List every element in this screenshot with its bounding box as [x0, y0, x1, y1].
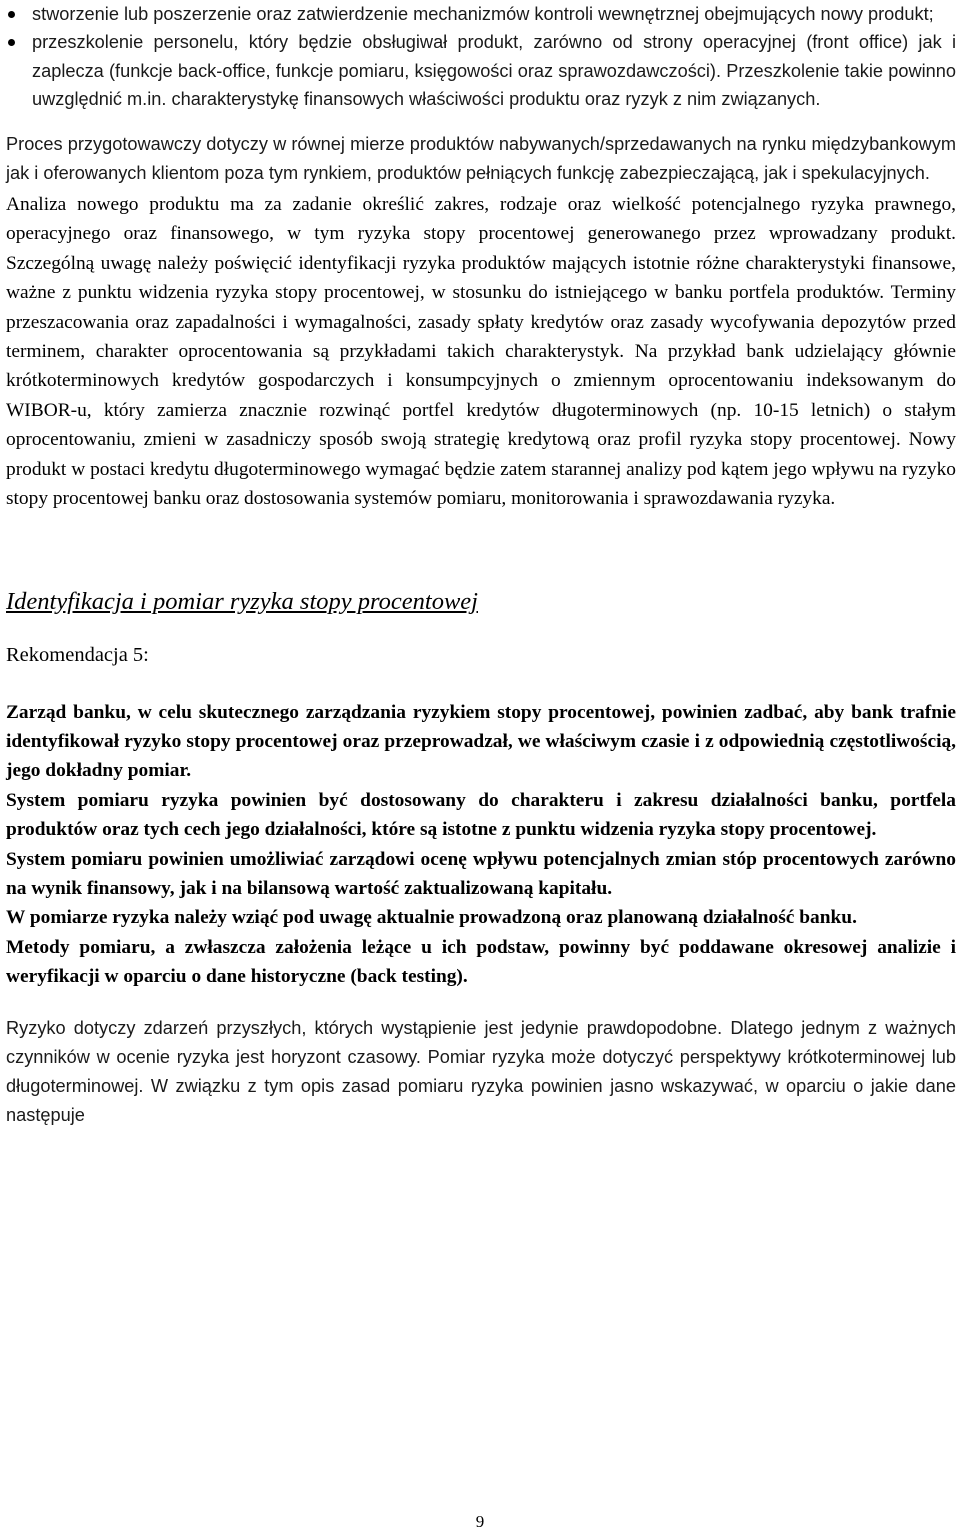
bullet-text: stworzenie lub poszerzenie oraz zatwierdzenie mechanizmów kontroli wewnętrznej obejmujących nowy produkt;	[32, 4, 934, 24]
page-number: 9	[475, 1512, 485, 1531]
bullet-text: przeszkolenie personelu, który będzie obsługiwał produkt, zarówno od strony operacyjnej (front office) jak i zaplecza (funkcje back-office, funkcje pomiaru, księgowości oraz sprawozdawczości). Przeszkolenie takie powinno uwzględnić m.in. charakterystykę finansowych właściwości produktu oraz ryzyk z nim związanych.	[32, 32, 956, 110]
closing-paragraph: Ryzyko dotyczy zdarzeń przyszłych, których wystąpienie jest jedynie prawdopodobne. Dlatego jednym z ważnych czynników w ocenie ryzyka jest horyzont czasowy. Pomiar ryzyka może dotyczyć perspektywy krótkoterminowej lub długoterminowej. W związku z tym opis zasad pomiaru ryzyka powinien jasno wskazywać, w oparciu o jakie dane następuje	[6, 1017, 956, 1126]
section-title: Identyfikacja i pomiar ryzyka stopy procentowej	[6, 587, 478, 615]
bullet-item	[6, 28, 956, 113]
recommendation-block	[6, 698, 956, 992]
bullet-item	[6, 0, 956, 28]
document-page	[6, 0, 956, 1130]
bullet-list	[6, 0, 956, 114]
recommendation-label: Rekomendacja 5:	[6, 643, 149, 666]
recommendation-paragraph: System pomiaru powinien umożliwiać zarządowi ocenę wpływu potencjalnych zmian stóp procentowych zarówno na wynik finansowy, jak i na bilansową wartość zaktualizowaną kapitału.	[6, 848, 956, 899]
recommendation-paragraph: Metody pomiaru, a zwłaszcza założenia leżące u ich podstaw, powinny być poddawane okresowej analizie i weryfikacji w oparciu o dane historyczne (back testing).	[6, 936, 956, 988]
bullet-dot-icon	[8, 39, 15, 46]
recommendation-paragraph: W pomiarze ryzyka należy wziąć pod uwagę aktualnie prowadzoną oraz planowaną działalność banku.	[6, 907, 857, 929]
analysis-paragraph: Analiza nowego produktu ma za zadanie określić zakres, rodzaje oraz wielkość potencjalnego ryzyka prawnego, operacyjnego oraz finansowego, w tym ryzyka stopy procentowej generowanego przez wprowadzany produkt. Szczególną uwagę należy poświęcić identyfikacji ryzyka produktów mających istotnie różne charakterystyki finansowe, ważne z punktu widzenia ryzyka stopy procentowej, w stosunku do istniejącego w banku portfela produktów. Terminy przeszacowania oraz zapadalności i wymagalności, zasady spłaty kredytów oraz zasady wycofywania depozytów przed terminem, charakter oprocentowania są przykładami takich charakterystyk. Na przykład bank udzielający głównie krótkoterminowych kredytów gospodarczych i konsumpcyjnych o zmiennym oprocentowaniu indeksowanym do WIBOR-u, który zamierza znacznie rozwinąć portfel kredytów długoterminowych (np. 10-15 letnich) o stałym oprocentowaniu, zmieni w zasadniczy sposób swoją strategię kredytową oraz profil ryzyka stopy procentowej. Nowy produkt w postaci kredytu długoterminowego wymagać będzie zatem starannej analizy pod kątem jego wpływu na ryzyko stopy procentowej banku oraz dostosowania systemów pomiaru, monitorowania i sprawozdawania ryzyka.	[6, 194, 956, 510]
recommendation-paragraph: System pomiaru ryzyka powinien być dostosowany do charakteru i zakresu działalności banku, portfela produktów oraz tych cech jego działalności, które są istotne z punktu widzenia ryzyka stopy procentowej.	[6, 789, 956, 841]
intro-paragraph: Proces przygotowawczy dotyczy w równej mierze produktów nabywanych/sprzedawanych na rynku międzybankowym jak i oferowanych klientom poza tym rynkiem, produktów pełniących funkcję zabezpieczającą, jak i spekulacyjnych.	[6, 133, 956, 183]
bullet-dot-icon	[8, 11, 15, 18]
recommendation-paragraph: Zarząd banku, w celu skutecznego zarządzania ryzykiem stopy procentowej, powinien zadbać, aby bank trafnie identyfikował ryzyko stopy procentowej oraz przeprowadzał, we właściwym czasie i z odpowiednią częstotliwością, jego dokładny pomiar.	[6, 701, 956, 782]
